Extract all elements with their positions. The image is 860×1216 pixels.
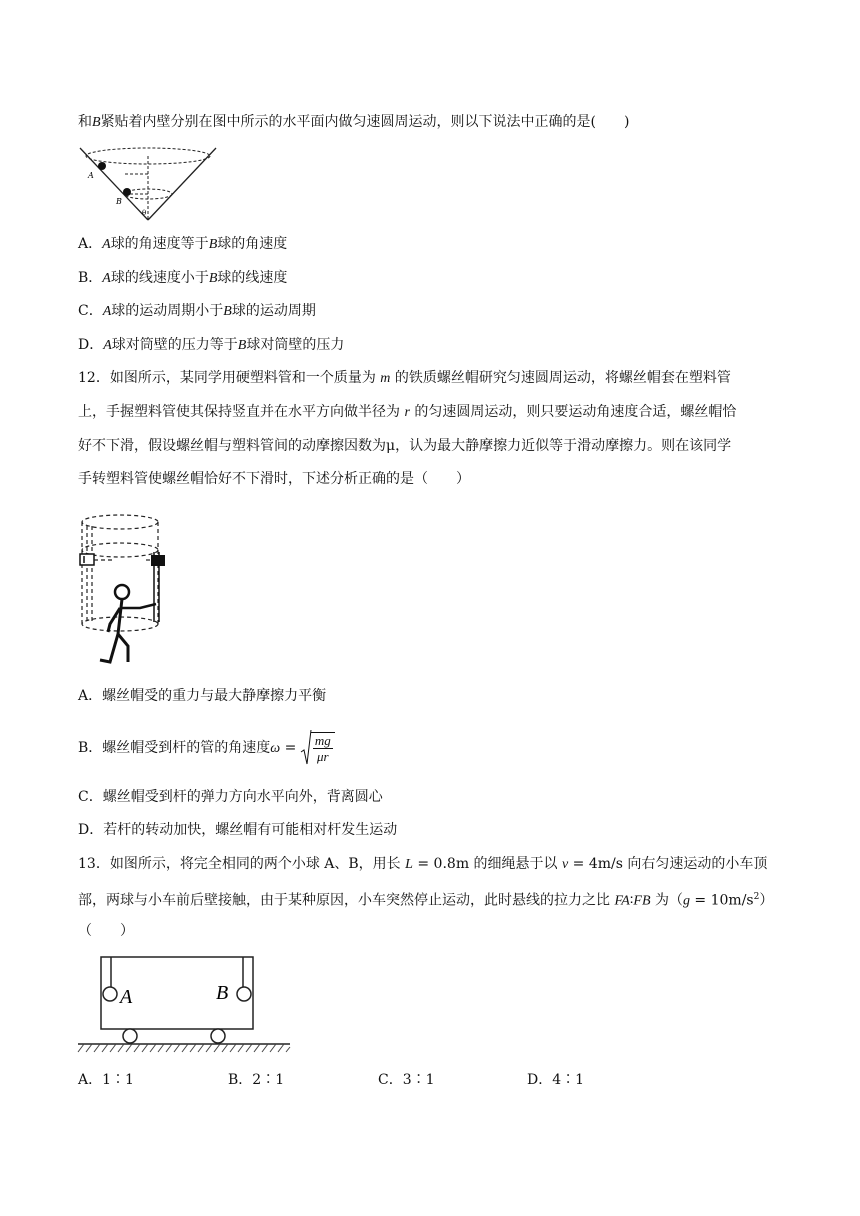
- q12-option-b: B．螺丝帽受到杆的管的角速度ω = $\frac{mg}{\mu r}$: [78, 730, 335, 766]
- q13-option-c: C．3∶1: [378, 1072, 435, 1088]
- q12-option-a: A．螺丝帽受的重力与最大静摩擦力平衡: [78, 688, 327, 704]
- q11-option-d: D．A球对筒壁的压力等于B球对筒壁的压力: [78, 337, 345, 353]
- q11-label-a: A: [88, 171, 94, 180]
- q13-stem-line3: （ ）: [78, 923, 134, 939]
- q12-stem-line2: 上，手握塑料管使其保持竖直并在水平方向做半径为 r 的匀速圆周运动，则只要运动角速度合适，螺丝帽恰: [78, 404, 737, 420]
- q13-stem-line2: 部，两球与小车前后壁接触，由于某种原因，小车突然停止运动，此时悬线的拉力之比 FA∶FB 为$(g = 10m/s^2)$: [78, 892, 774, 909]
- q13-option-d: D．4∶1: [527, 1072, 585, 1088]
- q13-label-b: B: [216, 982, 229, 1004]
- q13-stem-line1: 13．如图所示，将完全相同的两个小球 A、B，用长 L = 0.8m 的细绳悬于以 v = 4m/s 向右匀速运动的小车顶: [78, 856, 768, 872]
- q13-option-b: B．2∶1: [228, 1072, 285, 1088]
- q12-stem-line4: 手转塑料管使螺丝帽恰好不下滑时，下述分析正确的是（ ）: [78, 471, 470, 487]
- q12-stem-line1: 12．如图所示，某同学用硬塑料管和一个质量为 m 的铁质螺丝帽研究匀速圆周运动，将螺丝帽套在塑料管: [78, 370, 731, 386]
- q11-option-c: C．A球的运动周期小于B球的运动周期: [78, 303, 316, 319]
- q13-cart-figure: [78, 955, 292, 1055]
- q11-option-b: B．A球的线速度小于B球的线速度: [78, 270, 288, 286]
- q12-option-d: D．若杆的转动加快，螺丝帽有可能相对杆发生运动: [78, 822, 398, 838]
- q11-cone-figure: [78, 146, 218, 224]
- q12-stem-line3: 好不下滑，假设螺丝帽与塑料管间的动摩擦因数为μ，认为最大静摩擦力近似等于滑动摩擦力。则在该同学: [78, 438, 732, 454]
- q12-tube-figure: [78, 512, 178, 667]
- q11-option-a: A．A球的角速度等于B球的角速度: [78, 236, 288, 252]
- q13-option-a: A．1∶1: [78, 1072, 134, 1088]
- q11-stem-tail: 和B紧贴着内壁分别在图中所示的水平面内做匀速圆周运动，则以下说法中正确的是( ): [78, 114, 630, 130]
- q11-label-b: B: [116, 197, 122, 206]
- q12-option-c: C．螺丝帽受到杆的弹力方向水平向外，背离圆心: [78, 789, 383, 805]
- q13-label-a: A: [120, 986, 133, 1008]
- q11-label-theta: θ: [142, 209, 147, 217]
